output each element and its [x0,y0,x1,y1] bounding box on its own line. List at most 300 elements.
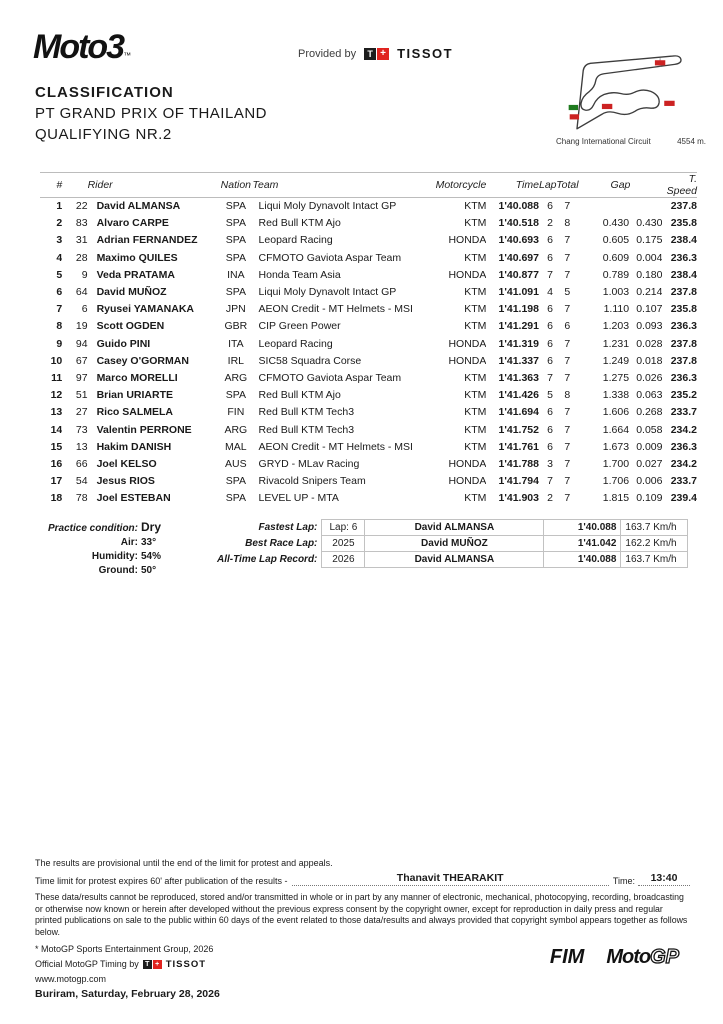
motorcycle-cell: HONDA [448,268,487,281]
top-speed-cell: 233.7 [670,475,697,488]
record-label: All-Time Lap Record: [217,554,318,565]
col-lap: Lap [539,173,556,198]
results-table [40,172,697,507]
motorcycle-cell: KTM [464,286,487,299]
position-cell: 16 [50,457,63,470]
table-row [40,455,697,472]
position-cell: 1 [56,200,63,213]
table-row [40,283,697,300]
motorcycle-cell: KTM [464,423,487,436]
top-speed-cell: 237.8 [670,337,697,350]
rider-number-cell: 64 [75,286,88,299]
nation-cell: ITA [228,337,244,350]
interval-cell: 0.027 [636,457,663,470]
humidity-row [35,551,205,562]
total-laps-cell: 7 [564,457,571,470]
results-header-row [40,173,697,198]
gap-cell: 1.706 [602,475,630,488]
moto3-logo [33,28,131,67]
gap-cell: 0.430 [602,217,630,230]
team-cell: SIC58 Squadra Corse [258,354,362,367]
total-laps-cell: 8 [564,389,571,402]
nation-cell: AUS [225,457,247,470]
air-row [35,537,205,548]
time-cell: 1'41.319 [498,337,539,350]
fim-logo: FIM [549,946,585,968]
position-cell: 7 [56,303,63,316]
team-cell: Rivacold Snipers Team [258,475,366,488]
interval-cell: 0.018 [636,354,663,367]
table-row [40,404,697,421]
tissot-wordmark: TISSOT [397,46,454,61]
table-row [40,369,697,386]
team-cell: LEVEL UP - MTA [258,492,339,505]
position-cell: 11 [51,371,63,384]
total-laps-cell: 7 [564,440,571,453]
tissot-wordmark: TISSOT [165,958,207,970]
team-cell: AEON Credit - MT Helmets - MSI [258,440,413,453]
total-laps-cell: 7 [564,303,571,316]
condition-label: Practice condition: [47,523,138,534]
provisional-note: The results are provisional until the end of the limit for protest and appeals. [35,858,333,868]
rider-number-cell: 97 [75,371,88,384]
rider-name-cell: Joel ESTEBAN [96,492,171,505]
record-rider: David ALMANSA [365,520,544,536]
motorcycle-cell: KTM [464,492,487,505]
rider-name-cell: Guido PINI [96,337,151,350]
rider-name-cell: Valentin PERRONE [96,423,192,436]
motogp-logo-gp: GP [650,946,679,968]
rider-name-cell: Marco MORELLI [96,371,178,384]
rider-name-cell: Ryusei YAMANAKA [96,303,195,316]
team-cell: Liqui Moly Dynavolt Intact GP [258,286,397,299]
motorcycle-cell: KTM [464,320,487,333]
table-row [40,473,697,490]
time-cell: 1'40.518 [498,217,539,230]
protest-note: Time limit for protest expires 60' after publication of the results - [35,876,288,886]
rider-number-cell: 73 [75,423,88,436]
time-cell: 1'40.693 [498,234,539,247]
motorcycle-cell: HONDA [448,475,487,488]
lap-cell: 6 [547,337,553,350]
team-cell: Red Bull KTM Tech3 [258,406,355,419]
rider-number-cell: 67 [75,354,88,367]
record-rider: David ALMANSA [365,552,544,568]
total-laps-cell: 6 [564,320,571,333]
rider-name-cell: Casey O'GORMAN [96,354,189,367]
lap-cell: 4 [547,286,553,299]
top-speed-cell: 235.2 [670,389,697,402]
record-row [213,552,688,568]
position-cell: 4 [56,251,63,264]
rider-number-cell: 22 [75,200,88,213]
top-speed-cell: 237.8 [670,286,697,299]
records-table [213,519,688,568]
nation-cell: GBR [224,320,248,333]
rider-name-cell: David MUÑOZ [96,286,167,299]
lap-cell: 5 [547,389,553,402]
rider-name-cell: David ALMANSA [96,200,181,213]
tissot-icon [364,48,389,60]
legal-text: These data/results cannot be reproduced, stored and/or transmitted in whole or in part by any manner of electronic, mechanical, photocopying, recording, broadcasting or otherwise now known or herein after developed without the previous express consent by the copyright owner, except for reproduction in daily press and regular printed publications on sale to the public within 60 days of the event related to those data/results and always provided that copyright symbol appears together as follows below. [35,892,688,938]
motorcycle-cell: KTM [464,217,487,230]
circuit-outline [556,54,706,134]
total-laps-cell: 7 [564,337,571,350]
time-cell: 1'41.291 [498,320,539,333]
top-speed-cell: 235.8 [670,303,697,316]
time-cell: 1'41.761 [498,440,539,453]
col-bike: Motorcycle [434,173,487,198]
time-label: Time: [612,876,635,886]
position-cell: 12 [50,389,63,402]
rider-number-cell: 54 [75,475,88,488]
top-speed-cell: 235.8 [670,217,697,230]
top-speed-cell: 237.8 [670,354,697,367]
col-rider: Rider [88,173,220,198]
team-cell: Red Bull KTM Ajo [258,389,341,402]
position-cell: 9 [56,337,63,350]
interval-cell: 0.028 [636,337,663,350]
interval-cell: 0.026 [636,371,663,384]
practice-conditions [35,520,205,579]
col-time: Time [486,173,539,198]
time-line [638,872,690,886]
tissot-icon [143,960,162,969]
col-speed: T. Speed [662,173,697,198]
team-cell: Red Bull KTM Tech3 [258,423,355,436]
rider-name-cell: Adrian FERNANDEZ [96,234,198,247]
col-gap: Gap [578,173,662,198]
gap-cell: 1.231 [602,337,630,350]
table-row [40,198,697,215]
interval-cell: 0.009 [636,440,663,453]
lap-cell: 6 [547,354,553,367]
motogp-logo [606,946,679,969]
table-row [40,387,697,404]
record-rider: David MUÑOZ [365,536,544,552]
nation-cell: SPA [225,475,246,488]
time-cell: 1'40.088 [498,200,539,213]
rider-number-cell: 13 [75,440,88,453]
lap-cell: 3 [547,457,553,470]
total-laps-cell: 7 [564,371,571,384]
speed-trap-marker [655,60,665,65]
interval-cell: 0.109 [636,492,663,505]
gap-cell: 0.789 [602,268,630,281]
copyright-line: * MotoGP Sports Entertainment Group, 2026 [35,943,214,954]
lap-cell: 7 [547,371,553,384]
record-ref: Lap: 6 [322,520,365,536]
team-cell: CFMOTO Gaviota Aspar Team [258,251,402,264]
table-row [40,249,697,266]
tissot-t-icon: T [143,960,152,969]
interval-cell: 0.214 [636,286,663,299]
time-cell: 1'41.752 [498,423,539,436]
col-total: Total [556,173,578,198]
time-cell: 1'41.426 [498,389,539,402]
interval-cell [629,198,662,215]
motorcycle-cell: HONDA [448,354,487,367]
rider-name-cell: Maximo QUILES [96,251,178,264]
nation-cell: JPN [225,303,246,316]
gap-cell: 1.249 [602,354,630,367]
total-laps-cell: 7 [564,268,571,281]
total-laps-cell: 7 [564,423,571,436]
rider-number-cell: 83 [75,217,88,230]
ground-value: 50° [141,565,157,576]
total-laps-cell: 7 [564,406,571,419]
total-laps-cell: 8 [564,217,571,230]
track-caption [556,137,706,146]
table-row [40,490,697,507]
nation-cell: MAL [225,440,247,453]
nation-cell: ARG [224,423,248,436]
total-laps-cell: 7 [564,492,571,505]
time-value: 13:40 [650,872,678,884]
lap-cell: 6 [547,234,553,247]
interval-cell: 0.430 [636,217,663,230]
nation-cell: SPA [225,200,246,213]
gap-cell: 1.606 [602,406,630,419]
table-row [40,232,697,249]
team-cell: Red Bull KTM Ajo [258,217,341,230]
motogp-logo-moto: Moto [606,946,651,968]
track-map [556,54,706,146]
interval-cell: 0.006 [636,475,663,488]
total-laps-cell: 5 [564,286,571,299]
time-cell: 1'40.697 [498,251,539,264]
gap-cell: 1.110 [603,303,630,316]
rider-number-cell: 9 [81,268,88,281]
table-row [40,266,697,283]
team-cell: Leopard Racing [258,337,333,350]
position-cell: 6 [56,286,63,299]
gap-cell: 1.700 [602,457,630,470]
total-laps-cell: 7 [564,354,571,367]
rider-number-cell: 31 [75,234,88,247]
event-title: PT GRAND PRIX OF THAILAND [35,105,267,122]
nation-cell: ARG [224,371,248,384]
lap-cell: 7 [547,268,553,281]
rider-name-cell: Scott OGDEN [96,320,165,333]
time-cell: 1'41.788 [498,457,539,470]
rider-number-cell: 51 [75,389,88,402]
circuit-length: 4554 m. [677,137,706,146]
signatory-name: Thanavit THEARAKIT [396,872,504,884]
interval-cell: 0.093 [636,320,663,333]
rider-name-cell: Alvaro CARPE [96,217,169,230]
motorcycle-cell: KTM [464,389,487,402]
trademark-mark: ™ [123,51,132,60]
total-laps-cell: 7 [564,251,571,264]
rider-number-cell: 27 [75,406,88,419]
rider-number-cell: 78 [75,492,88,505]
interval-cell: 0.063 [636,389,663,402]
gap-cell: 1.275 [602,371,630,384]
lap-cell: 6 [547,200,553,213]
record-label: Fastest Lap: [258,522,318,533]
results-body [40,198,697,507]
position-cell: 13 [50,406,63,419]
tissot-cross-icon: + [377,48,389,60]
table-row [40,335,697,352]
lap-cell: 6 [547,423,553,436]
time-cell: 1'41.091 [498,286,539,299]
motorcycle-cell: KTM [464,406,487,419]
table-row [40,438,697,455]
timing-by-label: Official MotoGP Timing by [35,959,139,970]
record-ref: 2026 [322,552,365,568]
record-speed: 163.7 Km/h [621,552,688,568]
time-cell: 1'41.198 [498,303,539,316]
position-cell: 8 [56,320,63,333]
rider-number-cell: 66 [75,457,88,470]
team-cell: Liqui Moly Dynavolt Intact GP [258,200,397,213]
position-cell: 3 [56,234,63,247]
team-cell: GRYD - MLav Racing [258,457,360,470]
ground-label: Ground: [98,565,138,576]
circuit-name: Chang International Circuit [556,137,651,146]
record-row [213,536,688,552]
interval-cell: 0.058 [636,423,663,436]
nation-cell: INA [227,268,245,281]
condition-row [35,520,205,534]
nation-cell: SPA [225,389,246,402]
gap-cell: 1.203 [602,320,630,333]
gap-cell [578,198,629,215]
start-finish-marker [569,105,578,110]
condition-value: Dry [141,520,162,534]
top-speed-cell: 236.3 [670,440,697,453]
dateline: Buriram, Saturday, February 28, 2026 [35,987,220,1000]
record-speed: 163.7 Km/h [621,520,688,536]
rider-number-cell: 94 [75,337,88,350]
position-cell: 14 [50,423,63,436]
team-cell: CFMOTO Gaviota Aspar Team [258,371,402,384]
table-row [40,318,697,335]
col-spacer [62,173,87,198]
interval-cell: 0.004 [636,251,663,264]
top-speed-cell: 234.2 [670,423,697,436]
total-laps-cell: 7 [564,234,571,247]
website: www.motogp.com [35,973,107,984]
session-title: QUALIFYING NR.2 [35,126,172,143]
nation-cell: IRL [227,354,245,367]
lap-cell: 6 [547,406,553,419]
position-cell: 17 [50,475,63,488]
top-speed-cell: 237.8 [670,200,697,213]
nation-cell: SPA [225,286,246,299]
lap-cell: 6 [547,440,553,453]
top-speed-cell: 238.4 [670,268,697,281]
motorcycle-cell: KTM [464,440,487,453]
gap-cell: 0.609 [602,251,630,264]
top-speed-cell: 236.3 [670,320,697,333]
interval-cell: 0.175 [636,234,663,247]
gap-cell: 1.673 [602,440,630,453]
speed-trap-marker [664,101,674,106]
position-cell: 2 [56,217,63,230]
provided-by-label: Provided by [298,47,357,60]
air-label: Air: [120,537,138,548]
tissot-t-icon: T [364,48,376,60]
nation-cell: SPA [225,251,246,264]
gap-cell: 1.338 [602,389,630,402]
time-cell: 1'41.903 [498,492,539,505]
team-cell: CIP Green Power [258,320,341,333]
time-cell: 1'41.694 [498,406,539,419]
team-cell: Honda Team Asia [258,268,341,281]
rider-number-cell: 28 [75,251,88,264]
record-row [213,520,688,536]
lap-cell: 6 [547,251,553,264]
team-cell: Leopard Racing [258,234,333,247]
speed-trap-marker [570,114,579,119]
nation-cell: SPA [225,234,246,247]
col-team: Team [253,173,434,198]
moto3-logo-text: Moto3 [33,28,124,66]
nation-cell: FIN [227,406,245,419]
top-speed-cell: 233.7 [670,406,697,419]
speed-trap-marker [602,104,612,109]
time-cell: 1'41.794 [498,475,539,488]
air-value: 33° [141,537,157,548]
rider-name-cell: Veda PRATAMA [96,268,175,281]
motorcycle-cell: KTM [464,371,487,384]
position-cell: 5 [56,268,63,281]
time-cell: 1'41.337 [498,354,539,367]
humidity-label: Humidity: [91,551,138,562]
col-pos: # [40,173,62,198]
rider-name-cell: Jesus RIOS [96,475,155,488]
top-speed-cell: 234.2 [670,457,697,470]
lap-cell: 6 [547,320,553,333]
humidity-value: 54% [141,551,162,562]
top-speed-cell: 238.4 [670,234,697,247]
motorcycle-cell: HONDA [448,457,487,470]
record-speed: 162.2 Km/h [621,536,688,552]
motorcycle-cell: HONDA [448,234,487,247]
rider-name-cell: Brian URIARTE [96,389,173,402]
top-speed-cell: 236.3 [670,251,697,264]
table-row [40,352,697,369]
time-cell: 1'40.877 [498,268,539,281]
record-ref: 2025 [322,536,365,552]
position-cell: 18 [50,492,63,505]
total-laps-cell: 7 [564,475,571,488]
lap-cell: 6 [547,303,553,316]
rider-name-cell: Rico SALMELA [96,406,173,419]
table-row [40,301,697,318]
position-cell: 15 [50,440,63,453]
motorcycle-cell: KTM [464,303,487,316]
position-cell: 10 [50,354,63,367]
motorcycle-cell: KTM [464,200,487,213]
interval-cell: 0.180 [636,268,663,281]
interval-cell: 0.107 [636,303,663,316]
provided-by-block [298,46,453,61]
rider-name-cell: Joel KELSO [96,457,157,470]
gap-cell: 1.815 [602,492,630,505]
footer [35,858,690,1000]
interval-cell: 0.268 [636,406,663,419]
time-cell: 1'41.363 [498,371,539,384]
top-speed-cell: 239.4 [670,492,697,505]
total-laps-cell: 7 [564,200,571,213]
top-speed-cell: 236.3 [670,371,697,384]
record-time: 1'40.088 [544,520,621,536]
ground-row [35,565,205,576]
